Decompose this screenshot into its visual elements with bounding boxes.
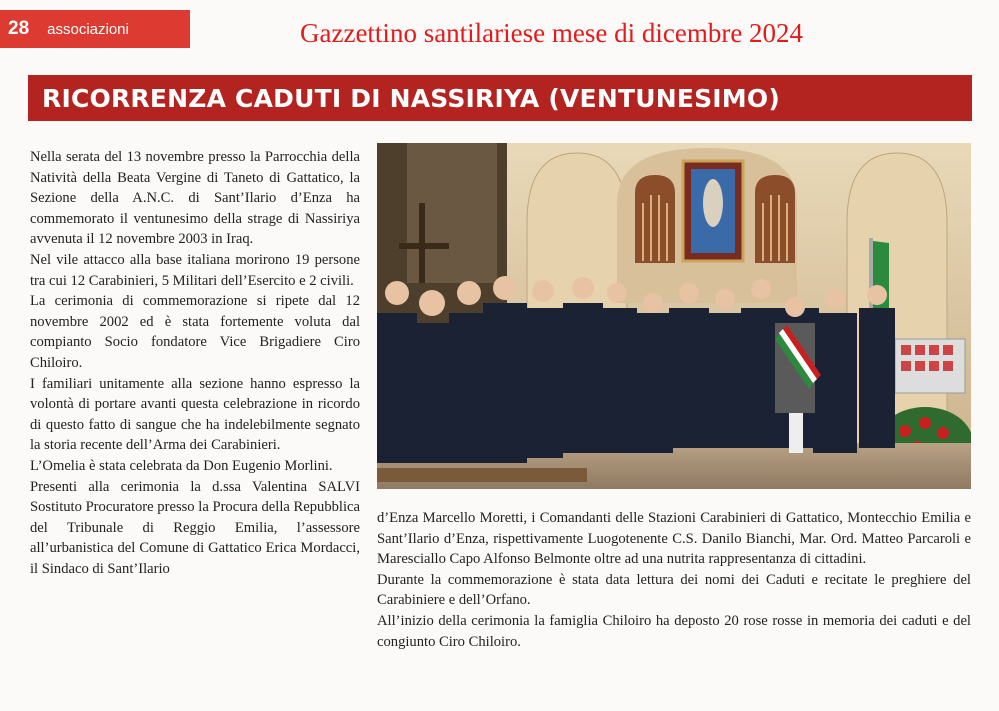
page-tab xyxy=(0,10,190,48)
headline-bar xyxy=(28,75,972,121)
paragraph: La cerimonia di commemorazione si ripete dal 12 novembre 2002 ed è stata fortemente voluta dal compianto Socio fondatore Vice Brigadiere Ciro Chiloiro. xyxy=(30,293,360,371)
paragraph: Presenti alla cerimonia la d.ssa Valentina SALVI Sostituto Procuratore presso la Procura della Repubblica del Tribunale di Reggio Emilia, l’assessore all’urbanistica del Comune di Gattatico Erica Mordacci, il Sindaco di Sant’Ilario xyxy=(30,478,360,577)
ceremony-photo xyxy=(377,143,971,489)
paragraph: Nella serata del 13 novembre presso la Parrocchia della Natività della Beata Vergine di Taneto di Gattatico, la Sezione della A.N.C. di Sant’Ilario d’Enza ha commemorato il ventunesimo della strage di Nassiriya avvenuta il 12 novembre 2003 in Iraq. xyxy=(30,149,360,248)
paragraph: d’Enza Marcello Moretti, i Comandanti delle Stazioni Carabinieri di Gattatico, Montecchio Emilia e Sant’Ilario d’Enza, rispettivamente Luogotenente C.S. Danilo Bianchi, Mar. Ord. Matteo Parcaroli e Maresciallo Capo Alfonso Belmonte oltre ad una nutrita rappresentanza di cittadini. xyxy=(377,510,971,568)
paragraph: Nel vile attacco alla base italiana morirono 19 persone tra cui 12 Carabinieri, 5 Militari dell’Esercito e 2 civili. xyxy=(30,251,360,289)
section-label: associazioni xyxy=(47,20,129,38)
paragraph: I familiari unitamente alla sezione hanno espresso la volontà di portare avanti questa celebrazione in ricordo di questo fatto di sangue che ha indelebilmente segnato la storia recente dell’Arma dei Carabinieri. xyxy=(30,375,360,454)
page-number: 28 xyxy=(8,18,30,39)
left-column xyxy=(30,147,360,579)
article-headline: RICORRENZA CADUTI DI NASSIRIYA (VENTUNESIMO) xyxy=(42,83,780,113)
right-column xyxy=(377,508,971,652)
paragraph: All’inizio della cerimonia la famiglia Chiloiro ha deposto 20 rose rosse in memoria dei caduti e del congiunto Ciro Chiloiro. xyxy=(377,612,971,650)
masthead: Gazzettino santilariese mese di dicembre 2024 xyxy=(300,18,804,48)
paragraph: L’Omelia è stata celebrata da Don Eugenio Morlini. xyxy=(30,457,333,474)
paragraph: Durante la commemorazione è stata data lettura dei nomi dei Caduti e recitate le preghiere del Carabiniere e dell’Orfano. xyxy=(377,571,971,609)
